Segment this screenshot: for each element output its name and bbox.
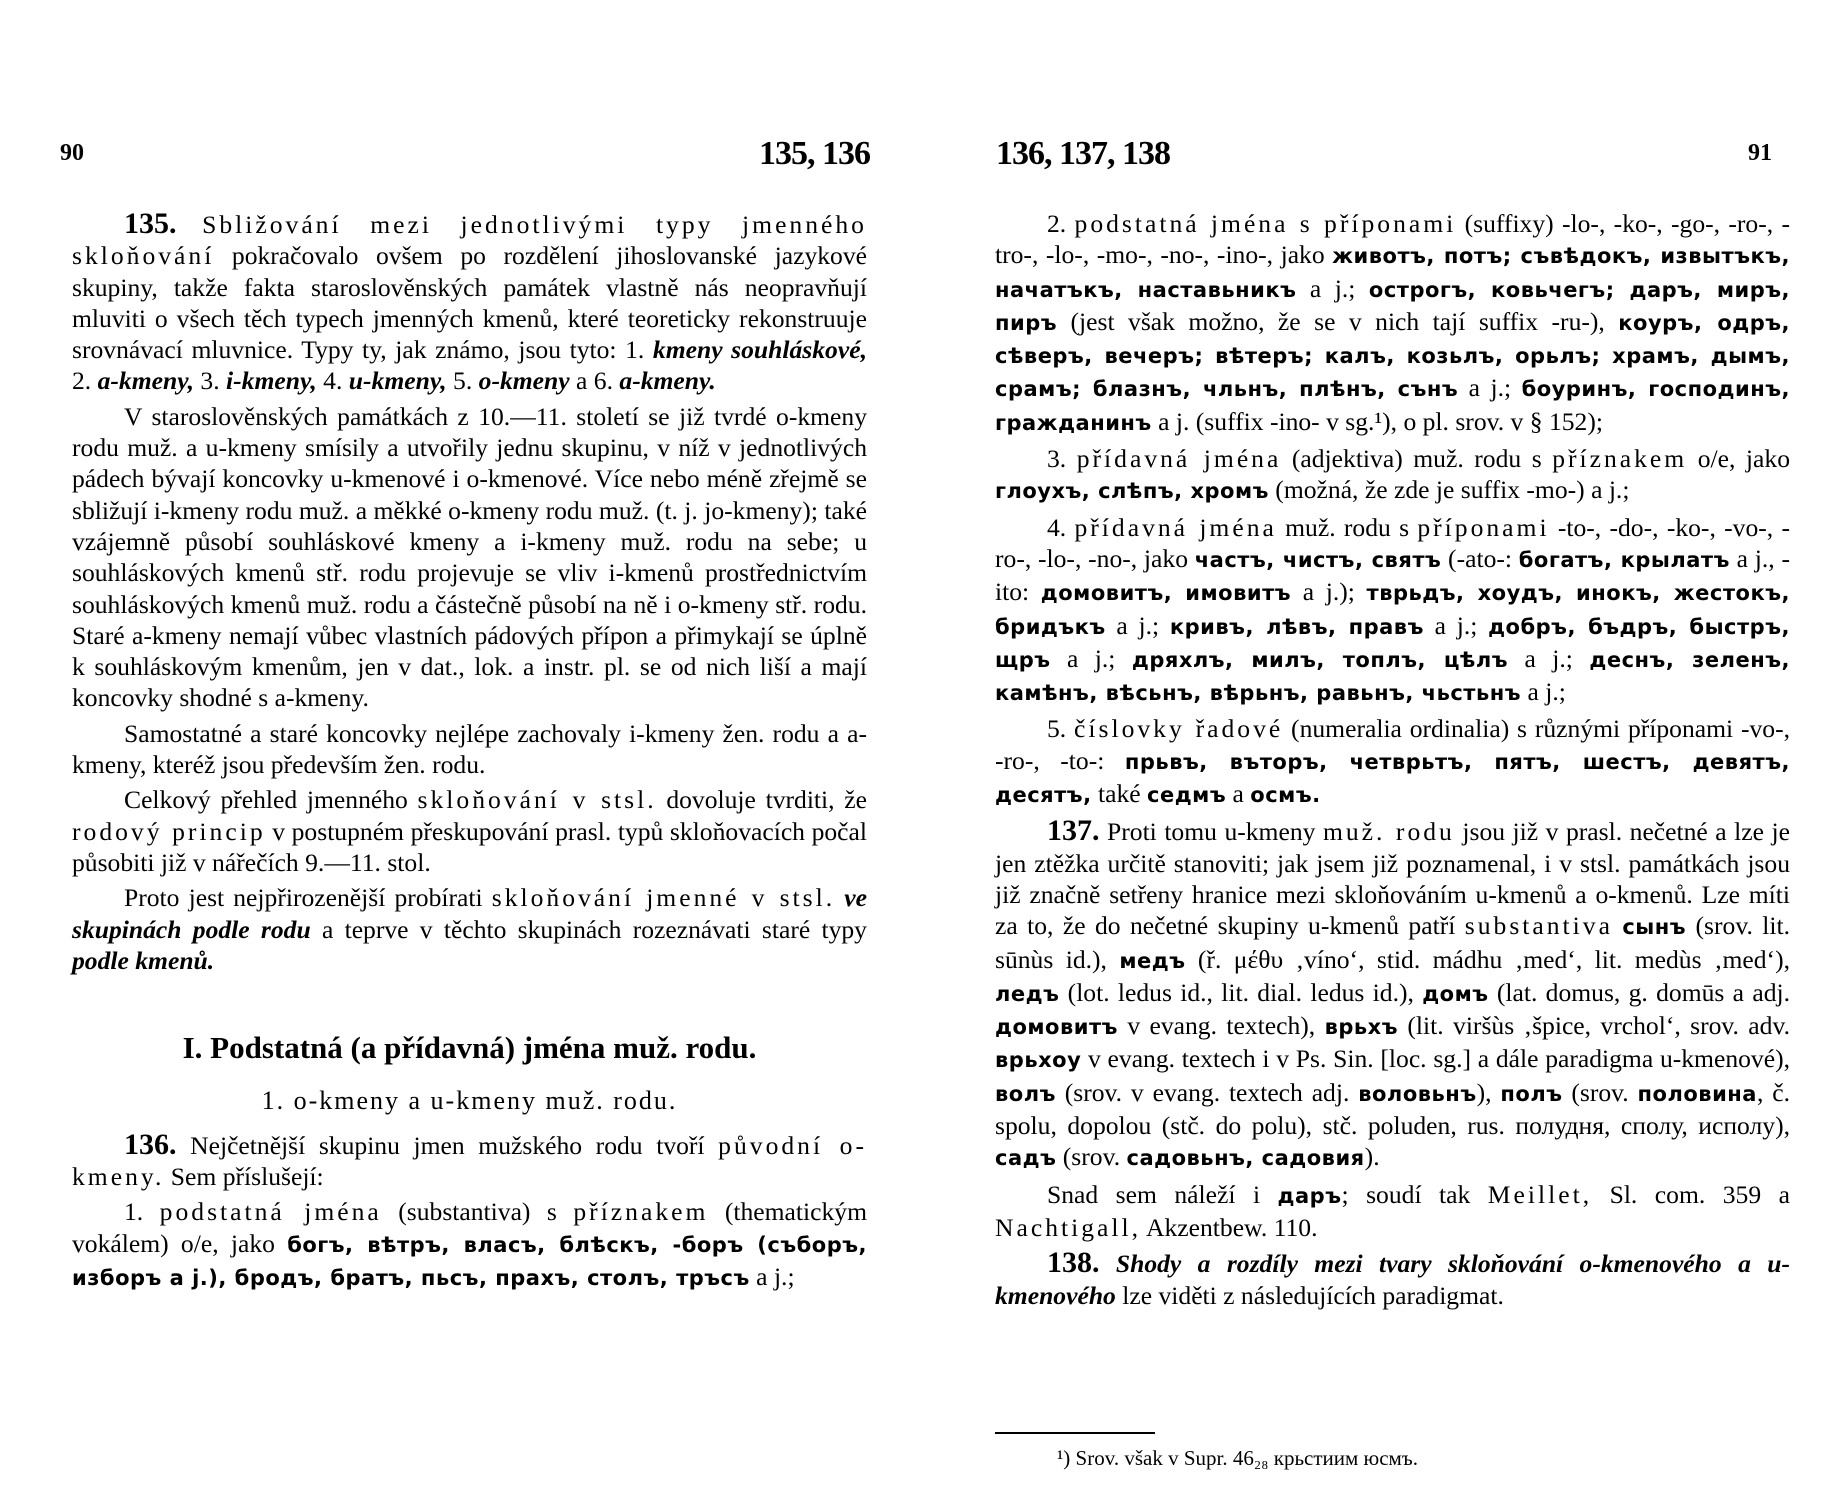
running-header: 135, 136 bbox=[759, 135, 870, 172]
list-item-3: 3. přídavná jména (adjektiva) muž. rodu s příznakem o/e, jako глоухъ, слѣпъ, хромъ (možná, že zde je suffix -mo-) a j.; bbox=[995, 444, 1790, 505]
paragraph-136: 136. Nejčetnější skupinu jmen mužského rodu tvoří původní o-kmeny. Sem příslušejí: bbox=[72, 1127, 867, 1192]
page-number: 90 bbox=[60, 140, 84, 166]
section-subheading: 1. o-kmeny a u-kmeny muž. rodu. bbox=[261, 1086, 678, 1116]
list-item-5: 5. číslovky řadové (numeralia ordinalia) s různými příponami -vo-, -ro-, -to-: прьвъ, вътоpъ, четврьтъ, пятъ, шестъ, девятъ, десятъ, také седмъ a осмъ. bbox=[995, 714, 1791, 809]
paragraph: V staroslověnských památkách z 10.—11. století se již tvrdé o-kmeny rodu muž. a u-kmeny smísily a utvořily jednu skupinu, v níž v jednotlivých pádech bývají koncovky u-kmenové i o-kmenové. Více nebo méně zřejmě se sbližují i-kmeny rodu muž. a měkké o-kmeny rodu muž. (t. j. jo-kmeny); také vzájemně působí souhláskové kmeny a i-kmeny muž. rodu na sebe; u souhláskových kmenů stř. rodu projevuje se vliv i-kmenů prostřednictvím souhláskových kmenů muž. rodu a částečně působí na ně i o-kmeny stř. rodu. Staré a-kmeny nemají vůbec vlastních pádových přípon a přimykají se úplně k souhláskovým kmenům, jen v dat., lok. a instr. pl. se od nich liší a mají koncovky shodné s a-kmeny. bbox=[72, 401, 867, 713]
paragraph: Proto jest nejpřirozenější probírati skloňování jmenné v stsl. ve skupinách podle rodu a teprve v těchto skupinách rozeznávati staré typy podle kmenů. bbox=[72, 883, 867, 975]
section-number: 137. bbox=[1047, 814, 1100, 848]
page-number: 91 bbox=[1748, 140, 1772, 166]
left-text-body bbox=[72, 208, 867, 1298]
section-number: 138. bbox=[1047, 1246, 1100, 1280]
footnote-divider bbox=[995, 1432, 1155, 1434]
paragraph: Samostatné a staré koncovky nejlépe zachovaly i-kmeny žen. rodu a a-kmeny, kteréž jsou především žen. rodu. bbox=[72, 718, 867, 780]
chapter-heading: I. Podstatná (a přídavná) jména muž. rodu. bbox=[182, 1030, 757, 1066]
right-text-body bbox=[995, 208, 1790, 1315]
paragraph-135: 135. Sbližování mezi jednotlivými typy jmenného skloňování pokračovalo ovšem po rozdělení jihoslovanské jazykové skupiny, takže fakta staroslověnských památek vlastně nás neopravňují mluviti o všech těch typech jmenných kmenů, které teoreticky rekonstruuje srovnávací mluvnice. Typy ty, jak známo, jsou tyto: 1. kmeny souhláskové, 2. a-kmeny, 3. i-kmeny, 4. u-kmeny, 5. o-kmeny a 6. a-kmeny. bbox=[72, 207, 867, 396]
paragraph-137: 137. Proti tomu u-kmeny muž. rodu jsou již v prasl. nečetné a lze je jen ztěžka určitě stanoviti; jak jsem již poznamenal, i v stsl. památkách jsou již značně setřeny hranice mezi skloňováním u-kmenů a o-kmenů. Lze míti za to, že do nečetné skupiny u-kmenů patří substantiva сынъ (srov. lit. sūnùs id.), медъ (ř. μέθυ ‚víno‘, stid. mádhu ‚med‘, lit. medùs ‚med‘), ледъ (lot. ledus id., lit. dial. ledus id.), домъ (lat. domus, g. domūs a adj. домовитъ v evang. textech), врьхъ (lit. viršùs ‚špice, vrchol‘, srov. adv. врьхоу v evang. textech i v Ps. Sin. [loc. sg.] a dále paradigma u-kmenové), волъ (srov. v evang. textech adj. воловьнъ), полъ (srov. половина, č. spolu, dopolou (stč. do polu), stč. poluden, rus. полудня, сполу, исполу), садъ (srov. садовьнъ, садовия). bbox=[995, 814, 1791, 1172]
paragraph-138: 138. Shody a rozdíly mezi tvary skloňování o-kmenového a u-kmenového lze viděti z následujících paradigmat. bbox=[995, 1246, 1790, 1310]
church-slavonic-words: богъ, вѣтръ, власъ, блѣскъ, -боръ (съборъ, избоpъ а j.), бродъ, братъ, пьсъ, прахъ, столъ, тръсъ bbox=[72, 1232, 867, 1290]
section-number: 135. bbox=[124, 207, 177, 240]
running-header: 136, 137, 138 bbox=[996, 135, 1170, 172]
list-item-4: 4. přídavná jména muž. rodu s příponami -to-, -do-, -ko-, -vo-, -ro-, -lo-, -no-, jako частъ, чистъ, святъ (-ato-: богатъ, крылатъ a j., -ito: домовитъ, имовитъ a j.); тврьдъ, хоудъ, инокъ, жестокъ, бридъкъ a j.; кривъ, лѣвъ, правъ a j.; добръ, бъдръ, быстръ, щръ a j.; дряхлъ, милъ, топлъ, цѣлъ a j.; деснъ, зеленъ, камѣнъ, вѣсьнъ, вѣрьнъ, равьнъ, чьстьнъ a j.; bbox=[995, 512, 1790, 707]
list-item-1: 1. podstatná jména (substantiva) s příznakem (thematickým vokálem) o/e, jako богъ, вѣтръ, власъ, блѣскъ, -боръ (съборъ, избоpъ а j.), бродъ, братъ, пьсъ, прахъ, столъ, тръсъ a j.; bbox=[72, 1197, 868, 1291]
section-number: 136. bbox=[124, 1127, 177, 1161]
list-item-2: 2. podstatná jména s příponami (suffixy) -lo-, -ko-, -go-, -ro-, -tro-, -lo-, -mo-, -no-, -ino-, jako животъ, потъ; съвѣдокъ, извытъкъ, начатъкъ, наставьникъ a j.; острогъ, ковьчегъ; даръ, миръ, пиръ (jest však možno, že se v nich tají suffix -ru-), коуръ, одръ, сѣверъ, вечеръ; вѣтеръ; калъ, козьлъ, орьлъ; храмъ, дымъ, срамъ; блазнъ, чльнъ, плѣнъ, сънъ a j.; боуринъ, господинъ, граждaнинъ a j. (suffix -ino- v sg.¹), o pl. srov. v § 152); bbox=[995, 209, 1790, 436]
paragraph: Snad sem náleží i даръ; soudí tak Meillet, Sl. com. 359 a Nachtigall, Akzentbew. 110. bbox=[995, 1179, 1790, 1242]
paragraph: Celkový přehled jmenného skloňování v stsl. dovoluje tvrditi, že rodový princip v postupném přeskupování prasl. typů skloňovacích počal působiti již v nářečích 9.—11. stol. bbox=[72, 785, 868, 877]
footnote: ¹) Srov. však v Supr. 46₂₈ крьстиим юсмъ. bbox=[1057, 1446, 1418, 1470]
right-page bbox=[922, 0, 1844, 1500]
